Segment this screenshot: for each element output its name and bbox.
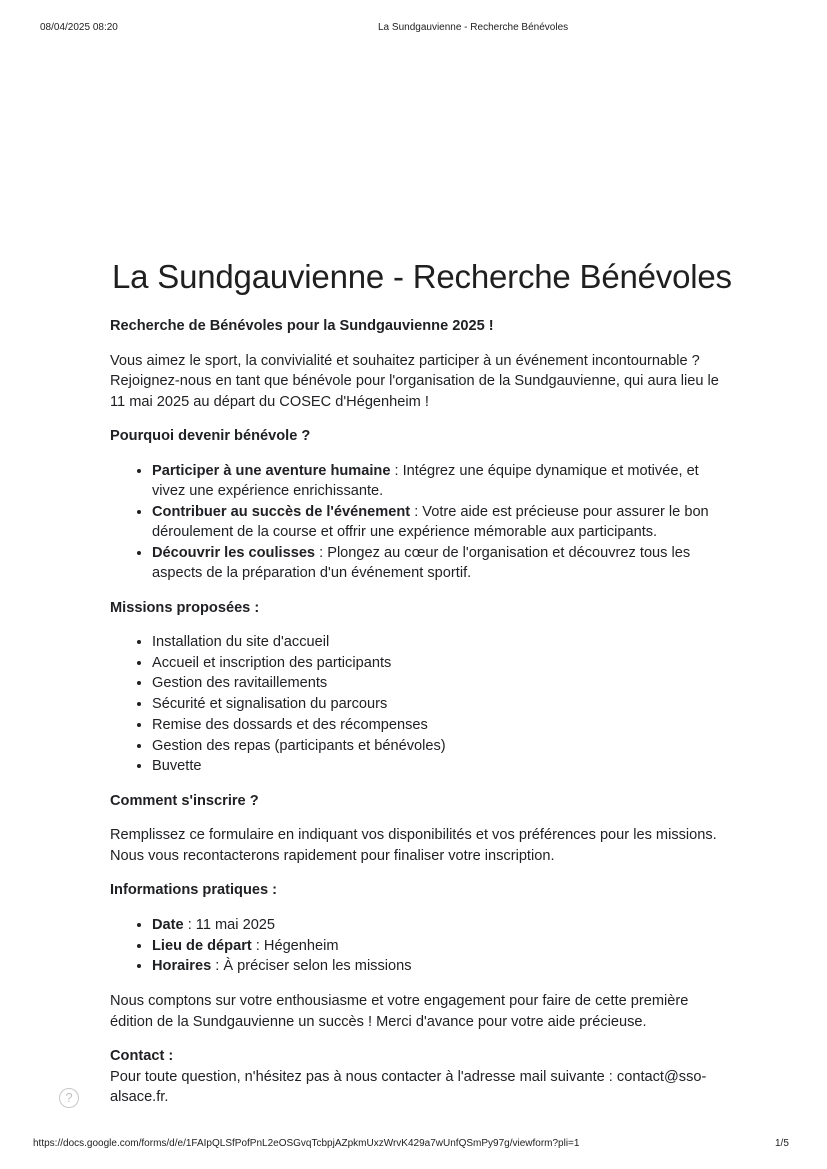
form-description: [108, 316, 720, 1108]
mission-item: • Sécurité et signalisation du parcours: [152, 694, 720, 715]
why-item-bold: Participer à une aventure humaine: [152, 462, 391, 479]
mission-item: • Remise des dossards et des récompenses: [152, 715, 720, 736]
why-item-text: : Votre aide est précieuse pour assurer le bon déroulement de la course et offrir une expérience mémorable aux participants.: [152, 503, 709, 540]
why-item: [152, 543, 720, 584]
info-item: [152, 956, 720, 977]
form-subtitle: Recherche de Bénévoles pour la Sundgauvienne 2025 !: [110, 318, 494, 334]
intro-paragraph: Vous aimez le sport, la convivialité et souhaitez participer à un événement incontournable ? Rejoignez-nous en tant que bénévole pour l'organisation de la Sundgauvienne, qui aura lieu le 11 mai 2025 au départ du COSEC d'Hégenheim !: [110, 352, 719, 410]
info-item-bold: Horaires: [152, 958, 212, 975]
info-item-bold: Date: [152, 916, 184, 933]
mission-item: • Gestion des ravitaillements: [152, 673, 720, 694]
info-item-text: : Hégenheim: [251, 937, 339, 954]
signup-heading: Comment s'inscrire ?: [110, 792, 259, 809]
page-number: 1/5: [775, 1138, 789, 1149]
print-url: https://docs.google.com/forms/d/e/1FAIpQLSfPofPnL2eOSGvqTcbpjAZpkmUxzWrvK429a7wUnfQSmPy97g/viewform?pli=1: [33, 1138, 580, 1149]
why-item: [152, 502, 720, 543]
why-item-bold: Contribuer au succès de l'événement: [152, 503, 411, 520]
info-item-bold: Lieu de départ: [152, 937, 252, 954]
why-heading: Pourquoi devenir bénévole ?: [110, 428, 311, 444]
mission-item: • Gestion des repas (participants et bénévoles): [152, 736, 720, 757]
info-item: [152, 915, 720, 936]
why-item-text: : Plongez au cœur de l'organisation et découvrez tous les aspects de la préparation d'un événement sportif.: [152, 544, 691, 581]
missions-list: [108, 632, 720, 777]
why-item-text: : Intégrez une équipe dynamique et motivée, et vivez une expérience enrichissante.: [152, 462, 699, 499]
print-datetime: 08/04/2025 08:20: [40, 22, 118, 33]
info-item-text: : 11 mai 2025: [183, 916, 276, 933]
mission-item: • Accueil et inscription des participants: [152, 653, 720, 674]
info-item: [152, 936, 720, 957]
contact-heading: Contact :: [110, 1048, 174, 1065]
contact-paragraph: Pour toute question, n'hésitez pas à nous contacter à l'adresse mail suivante : contact@sso-alsace.fr.: [110, 1068, 707, 1106]
info-list: [108, 915, 720, 977]
closing-paragraph: Nous comptons sur votre enthousiasme et votre engagement pour faire de cette première édition de la Sundgauvienne un succès ! Merci d'avance pour votre aide précieuse.: [110, 993, 689, 1030]
signup-paragraph: Remplissez ce formulaire en indiquant vos disponibilités et vos préférences pour les missions. Nous vous recontacterons rapidement pour finaliser votre inscription.: [110, 827, 717, 864]
mission-item: • Installation du site d'accueil: [152, 632, 720, 653]
why-list: [108, 461, 720, 584]
info-heading: Informations pratiques :: [110, 882, 278, 899]
form-content: [108, 258, 732, 1122]
form-title: La Sundgauvienne - Recherche Bénévoles: [112, 258, 732, 295]
mission-item: • Buvette: [152, 756, 720, 777]
help-circle-icon[interactable]: ?: [59, 1088, 79, 1108]
why-item: [152, 461, 720, 502]
why-item-bold: Découvrir les coulisses: [152, 544, 316, 561]
print-document-title: La Sundgauvienne - Recherche Bénévoles: [378, 22, 569, 33]
contact-block: [108, 1046, 720, 1108]
missions-heading: Missions proposées :: [110, 599, 260, 616]
info-item-text: : À préciser selon les missions: [211, 958, 412, 975]
